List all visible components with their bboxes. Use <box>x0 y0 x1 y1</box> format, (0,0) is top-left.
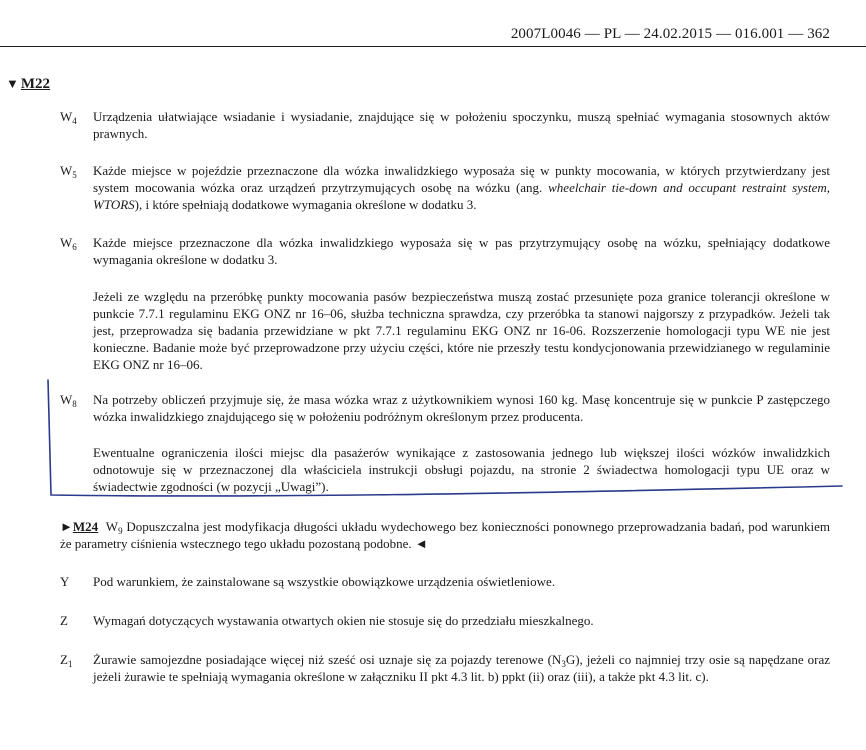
entry-text: Pod warunkiem, że zainstalowane są wszystkie obowiązkowe urządzenia oświetleniowe. <box>93 574 556 589</box>
italic-term: wheelchair tie-down and occupant restraint system, WTORS <box>93 180 830 212</box>
left-triangle-icon: ◄ <box>414 536 428 551</box>
entry-w6 <box>60 234 830 268</box>
entry-text: Wymagań dotyczących wystawania otwartych okien nie stosuje się do przedziału mieszkalnego. <box>93 613 594 628</box>
right-triangle-icon: ► <box>60 519 73 534</box>
header-rule <box>0 46 866 47</box>
entry-text: Każde miejsce przeznaczone dla wózka inwalidzkiego wyposaża się w pas przytrzymujący osobę na wózku, spełniający dodatkowe wymagania określone w dodatku 3. <box>93 235 830 267</box>
down-triangle-icon: ▼ <box>6 76 19 91</box>
entry-label: $Z_1$ <box>60 652 73 669</box>
entry-label: $W_6$ <box>60 235 77 252</box>
entry-label: Y <box>60 574 70 589</box>
entry-text: Urządzenia ułatwiające wsiadanie i wysiadanie, znajdujące się w położeniu spoczynku, muszą spełniać wymagania stosownych aktów prawnych. <box>93 109 830 141</box>
entry-w9 <box>60 518 830 552</box>
entry-text: Dopuszczalna jest modyfikacja długości układu wydechowego bez konieczności ponownego przeprowadzania badań, pod warunkiem że parametry ciśnienia wstecznego tego układu pozostaną podobne. <box>60 519 831 551</box>
entry-w8 <box>60 391 830 425</box>
entry-z <box>60 612 830 629</box>
paragraph-seatbelt-anchorages: Jeżeli ze względu na przeróbkę punkty mocowania pasów bezpieczeństwa muszą zostać przesunięte poza granice tolerancji określone w punkcie 7.7.1 regulaminu EKG ONZ nr 16–06, służba techniczna sprawdza, czy przeróbka ta stanowi najgorszy z przypadków. Jeżeli tak jest, przeprowadza się badania przewidziane w pkt 7.7.1 regulaminu EKG ONZ nr 16-06. Rozszerzenie homologacji typu WE nie jest konieczne. Badanie może być przeprowadzone przy użyciu części, które nie przeszły testu kondycjonowania przewidzianego w regulaminie EKG ONZ nr 16–06. <box>93 289 830 372</box>
entry-text: Każde miejsce w pojeździe przeznaczone dla wózka inwalidzkiego wyposaża się w punkty mocowania, w których przytwierdzany jest system mocowania wózka oraz urządzeń przytrzymujących osobę na wózku (ang. wheelchair tie-down and occupant restraint system, WTORS), i które spełniają dodatkowe wymagania określone w dodatku 3. <box>93 163 830 212</box>
entry-label: $W_4$ <box>60 109 77 126</box>
marker-code: M22 <box>20 76 51 92</box>
entry-z1 <box>60 651 830 685</box>
entry-y <box>60 573 830 590</box>
marker-m24 <box>60 519 98 534</box>
entry-text: Na potrzeby obliczeń przyjmuje się, że masa wózka wraz z użytkownikiem wynosi 160 kg. Masę koncentruje się w punkcie P zastępczego wózka inwalidzkiego znajdującego się w położeniu podróżnym określonym przez producenta. <box>93 392 830 424</box>
entry-label: $W_9$ <box>105 519 123 536</box>
marker-m22 <box>6 76 50 93</box>
entry-w4 <box>60 108 830 142</box>
entry-label: $W_5$ <box>60 163 77 180</box>
entry-label: Z <box>60 613 68 628</box>
entry-label: $W_8$ <box>60 392 77 409</box>
header-reference: 2007L0046 — PL — 24.02.2015 — 016.001 — 362 <box>510 26 830 42</box>
entry-text: Żurawie samojezdne posiadające więcej niż sześć osi uznaje się za pojazdy terenowe $(N_3G)$, jeżeli co najmniej trzy osie są napędzane oraz jeżeli żurawie te spełniają wymagania określone w załączniku II pkt 4.3 lit. b) ppkt (ii) oraz (iii), a także pkt 4.3 lit. c). <box>93 652 831 684</box>
entry-w5 <box>60 162 830 213</box>
paragraph-seat-limitations: Ewentualne ograniczenia ilości miejsc dla pasażerów wynikające z zastosowania jednego lub większej ilości wózków inwalidzkich odnotowuje się w przeznaczonej dla właściciela instrukcji obsługi pojazdu, na stronie 2 świadectwa homologacji typu UE oraz w świadectwie zgodności (w pozycji „Uwagi”). <box>93 445 830 494</box>
marker-code: M24 <box>72 519 99 534</box>
